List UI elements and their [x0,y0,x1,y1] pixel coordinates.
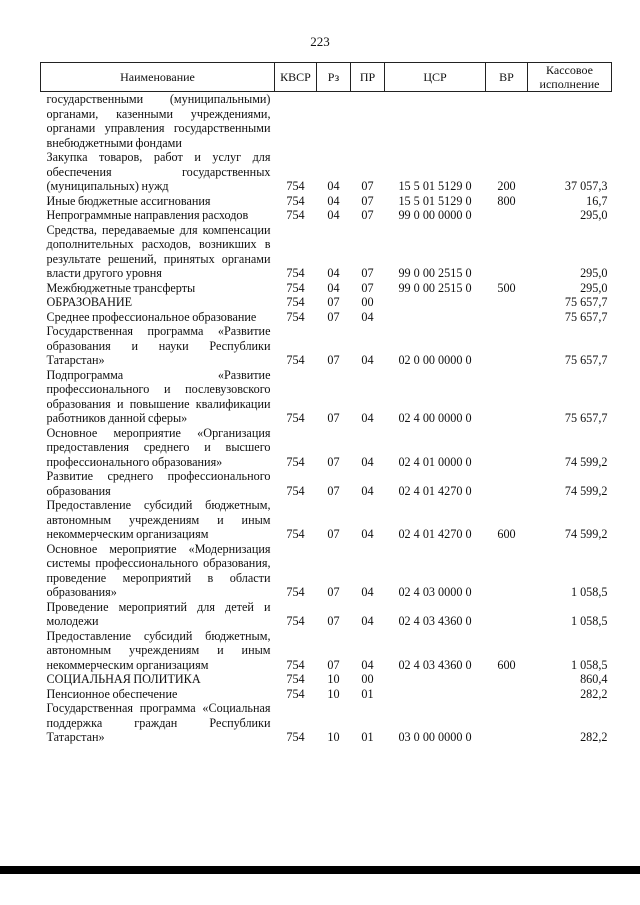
cell-kvsr: 754 [286,483,305,498]
cell-rz: 04 [327,280,340,295]
cell-kvsr: 754 [286,295,305,309]
cell-csr: 02 4 01 0000 0 [398,454,472,469]
cell-csr: 15 5 01 5129 0 [398,179,472,193]
cell-amount: 74 599,2 [564,527,608,541]
cell-vr [486,469,528,498]
cell-csr: 03 0 00 0000 0 [398,730,472,744]
cell-kvsr: 754 [286,353,305,367]
cell-amount: 75 657,7 [564,295,608,309]
cell-pr: 04 [361,483,374,498]
cell-rz: 10 [327,686,340,701]
budget-table [40,62,612,745]
cell-kvsr: 754 [286,657,305,672]
cell-name: СОЦИАЛЬНАЯ ПОЛИТИКА [46,672,201,686]
cell-kvsr: 754 [286,309,305,324]
cell-name: Основное мероприятие «Организация предоставления среднего и высшего профессионального образования» [46,425,271,469]
table-header-row [41,63,612,92]
cell-amount: 282,2 [580,730,608,744]
cell-name: государственными (муниципальными) органами, казенными учреждениями, органами управления государственными внебюджетными фондами [46,92,271,150]
cell-pr: 04 [361,411,374,425]
cell-name: Предоставление субсидий бюджетным, автономным учреждениям и иным некоммерческим организациям [46,498,271,541]
cell-amount: 860,4 [580,672,608,686]
cell-name: Проведение мероприятий для детей и молодежи [46,599,271,628]
cell-vr [486,426,528,470]
cell-rz: 07 [327,527,340,541]
cell-rz: 04 [327,193,340,208]
cell-csr: 99 0 00 2515 0 [398,266,472,280]
cell-amount: 295,0 [580,280,608,295]
cell-kvsr: 754 [286,454,305,469]
cell-kvsr: 754 [286,730,305,744]
cell-vr [486,324,528,368]
cell-pr: 04 [361,585,374,599]
cell-rz: 07 [327,309,340,324]
cell-vr: 600 [497,657,516,672]
header-name: Наименование [41,63,275,92]
cell-pr: 04 [361,657,374,672]
cell-pr: 04 [361,614,374,628]
cell-csr: 02 0 00 0000 0 [398,353,472,367]
page-number: 223 [310,34,330,49]
cell-name: Государственная программа «Развитие образования и науки Республики Татарстан» [46,324,271,367]
cell-name: Межбюджетные трансферты [46,280,196,295]
header-amount: Кассовое исполнение [528,63,612,92]
cell-amount: 295,0 [580,208,608,222]
cell-amount: 75 657,7 [564,353,608,367]
cell-rz: 04 [327,179,340,193]
cell-vr [486,600,528,629]
cell-kvsr: 754 [286,527,305,541]
cell-pr: 07 [361,266,374,280]
cell-rz: 07 [327,353,340,367]
header-kvsr: КВСР [275,63,317,92]
cell-name: Пенсионное обеспечение [46,686,178,701]
cell-vr [486,368,528,426]
cell-name: Закупка товаров, работ и услуг для обеспечения государственных (муниципальных) нужд [46,150,271,193]
cell-pr: 00 [361,295,374,309]
cell-amount: 1 058,5 [570,657,608,672]
cell-kvsr: 754 [286,614,305,628]
cell-amount: 37 057,3 [564,179,608,193]
header-rz: Рз [317,63,351,92]
cell-vr [486,672,528,687]
cell-name: Государственная программа «Социальная поддержка граждан Республики Татарстан» [46,701,271,744]
cell-csr [385,92,486,151]
cell-vr [486,687,528,702]
cell-pr: 04 [361,309,374,324]
cell-pr: 01 [361,730,374,744]
cell-rz: 07 [327,411,340,425]
table-row [41,223,612,281]
cell-name: Средства, передаваемые для компенсации дополнительных расходов, возникших в результате решений, принятых органами власти другого уровня [46,222,271,280]
cell-vr: 600 [497,527,516,541]
table-row [41,701,612,745]
cell-name: Иные бюджетные ассигнования [46,193,211,208]
cell-vr [486,92,528,151]
cell-name: Основное мероприятие «Модернизация системы профессионального образования, проведение мероприятий в области образования» [46,541,271,599]
cell-csr: 02 4 01 4270 0 [398,483,472,498]
cell-csr: 02 4 03 0000 0 [398,585,472,599]
table-row [41,194,612,209]
cell-amount: 295,0 [580,266,608,280]
scan-border-bar [0,866,640,874]
table-row [41,368,612,426]
cell-rz: 07 [327,454,340,469]
cell-csr: 99 0 00 2515 0 [398,280,472,295]
cell-amount: 75 657,7 [564,411,608,425]
cell-pr: 07 [361,193,374,208]
cell-kvsr [275,92,317,151]
table-row [41,92,612,151]
table-row [41,426,612,470]
cell-amount: 1 058,5 [570,614,608,628]
table-row [41,672,612,687]
cell-pr: 04 [361,353,374,367]
cell-csr: 02 4 00 0000 0 [398,411,472,425]
cell-csr: 02 4 01 4270 0 [398,527,472,541]
table-row [41,498,612,542]
cell-pr: 04 [361,527,374,541]
cell-csr: 15 5 01 5129 0 [398,193,472,208]
cell-name: Предоставление субсидий бюджетным, автономным учреждениям и иным некоммерческим организациям [46,628,271,672]
cell-rz: 07 [327,657,340,672]
cell-rz: 10 [327,672,340,686]
table-body [41,92,612,745]
cell-csr [385,295,486,310]
cell-kvsr: 754 [286,411,305,425]
cell-pr: 01 [361,686,374,701]
cell-pr [351,92,385,151]
table-row [41,469,612,498]
cell-amount: 16,7 [586,193,608,208]
table-row [41,295,612,310]
cell-kvsr: 754 [286,179,305,193]
cell-kvsr: 754 [286,672,305,686]
cell-vr [486,208,528,223]
table-row [41,687,612,702]
cell-rz: 10 [327,730,340,744]
cell-csr [385,310,486,325]
cell-name: ОБРАЗОВАНИЕ [46,295,133,309]
cell-kvsr: 754 [286,585,305,599]
cell-kvsr: 754 [286,208,305,222]
cell-vr [486,310,528,325]
cell-amount: 74 599,2 [564,483,608,498]
cell-vr [486,223,528,281]
table-row [41,150,612,194]
cell-pr: 07 [361,280,374,295]
cell-vr: 200 [497,179,516,193]
cell-pr: 07 [361,179,374,193]
cell-csr [385,672,486,687]
cell-name: Среднее профессиональное образование [46,309,257,324]
cell-vr: 800 [497,193,516,208]
header-vr: ВР [486,63,528,92]
cell-kvsr: 754 [286,193,305,208]
table-row [41,324,612,368]
table-row [41,310,612,325]
cell-kvsr: 754 [286,280,305,295]
cell-rz: 07 [327,614,340,628]
cell-rz [317,92,351,151]
cell-csr: 02 4 03 4360 0 [398,614,472,628]
cell-csr: 02 4 03 4360 0 [398,657,472,672]
cell-kvsr: 754 [286,686,305,701]
cell-amount: 1 058,5 [570,585,608,599]
cell-pr: 07 [361,208,374,222]
cell-name: Подпрограмма «Развитие профессионального и послевузовского образования и повышение квалификации работников данной сферы» [46,367,271,425]
cell-vr [486,542,528,600]
header-pr: ПР [351,63,385,92]
cell-vr [486,295,528,310]
cell-name: Непрограммные направления расходов [46,208,249,222]
header-csr: ЦСР [385,63,486,92]
table-row [41,542,612,600]
cell-csr: 99 0 00 0000 0 [398,208,472,222]
table-row [41,600,612,629]
cell-name: Развитие среднего профессионального образования [46,469,271,498]
cell-rz: 07 [327,585,340,599]
cell-pr: 04 [361,454,374,469]
table-row [41,281,612,296]
cell-rz: 04 [327,266,340,280]
cell-amount: 282,2 [580,686,608,701]
cell-pr: 00 [361,672,374,686]
cell-rz: 04 [327,208,340,222]
cell-amount: 75 657,7 [564,309,608,324]
cell-rz: 07 [327,295,340,309]
cell-csr [385,687,486,702]
table-row [41,629,612,673]
table-row [41,208,612,223]
cell-amount [528,92,612,151]
cell-amount: 74 599,2 [564,454,608,469]
cell-vr [486,701,528,745]
cell-rz: 07 [327,483,340,498]
cell-kvsr: 754 [286,266,305,280]
cell-vr: 500 [497,280,516,295]
